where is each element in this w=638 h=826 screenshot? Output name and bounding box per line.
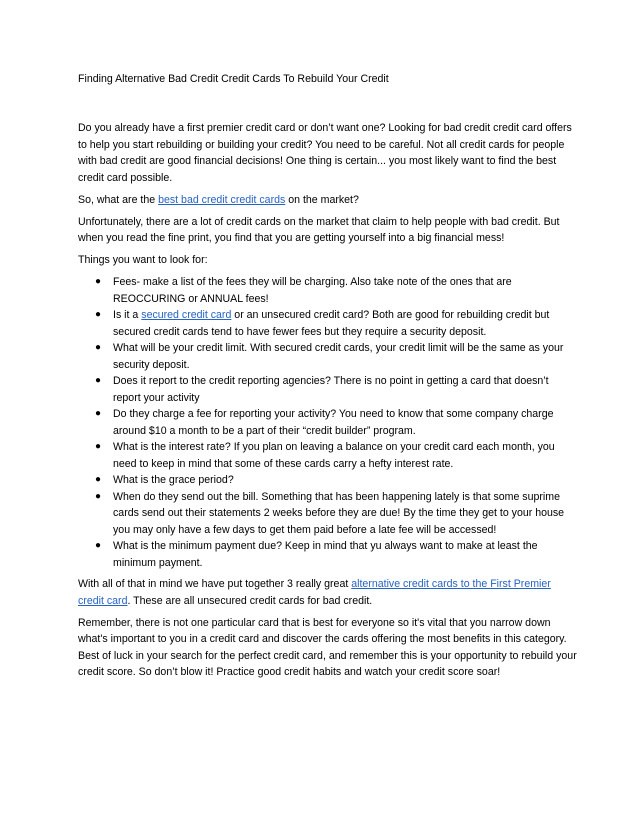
things-heading: Things you want to look for: [78,254,208,266]
list-item-text-after: or an unsecured credit card? Both are good for rebuilding credit but secured credit cards tend to have fewer fees but they require a security deposit. [113,309,550,338]
alternatives-paragraph [78,576,578,609]
list-item [78,472,578,489]
alternatives-text-before: With all of that in mind we have put together 3 really great [78,578,352,590]
list-item-text: Fees- make a list of the fees they will be charging. Also take note of the ones that are REOCCURING or ANNUAL fees! [113,276,512,305]
list-item [78,307,578,340]
bullet-icon: ● [95,474,102,485]
alternatives-text-after: . These are all unsecured credit cards for bad credit. [127,594,373,607]
list-item [78,406,578,439]
list-item-text: Does it report to the credit reporting agencies? There is no point in getting a card that doesn’t report your activity [113,375,549,404]
bullet-icon: ● [95,276,102,287]
secured-credit-card-link[interactable]: secured credit card [141,309,232,321]
bullet-icon: ● [95,441,102,452]
list-item-text: What is the minimum payment due? Keep in mind that yu always want to make at least the minimum payment. [113,540,538,569]
warning-paragraph: Unfortunately, there are a lot of credit cards on the market that claim to help people with bad credit. But when you read the fine print, you find that you are getting yourself into a big financial mess! [78,215,560,244]
document-title: Finding Alternative Bad Credit Credit Cards To Rebuild Your Credit [78,73,389,85]
question-text-before: So, what are the [78,193,159,206]
bullet-icon: ● [95,375,102,386]
list-item-text: What will be your credit limit. With secured credit cards, your credit limit will be the same as your security deposit. [113,342,564,371]
bullet-icon: ● [95,342,102,353]
list-item [78,373,578,406]
question-text-after: on the market? [285,193,359,206]
list-item-text: Do they charge a fee for reporting your activity? You need to know that some company charge around $10 a month to be a part of their “credit builder” program. [113,408,554,437]
list-item [78,489,578,539]
list-item [78,439,578,472]
list-item-text: What is the grace period? [113,474,234,486]
list-item-text: What is the interest rate? If you plan on leaving a balance on your credit card each month, you need to keep in mind that some of these cards carry a hefty interest rate. [113,441,555,470]
bullet-icon: ● [95,490,102,502]
list-item-text: When do they send out the bill. Something that has been happening lately is that some suprime cards send out their statements 2 weeks before they are due! By the time they get to your house you may only have a few days to get them paid before a late fee will be accessed! [113,490,565,536]
list-item-text-before: Is it a [113,309,142,321]
bullet-icon: ● [95,408,102,419]
list-item [78,538,578,571]
alternative-credit-cards-link[interactable]: alternative credit cards to the First Premier credit card [78,578,551,607]
intro-paragraph: Do you already have a first premier credit card or don’t want one? Looking for bad credit credit card offers to help you start rebuilding or building your credit? You need to be careful. Not all credit cards for people with bad credit are good financial decisions! One thing is certain... you most likely want to find the best credit card possible. [78,122,572,184]
closing-paragraph: Remember, there is not one particular card that is best for everyone so it's vital that you narrow down what's important to you in a credit card and discover the cards offering the most benefits in this category. Best of luck in your search for the perfect credit card, and remember this is your opportunity to rebuild your credit score. So don’t blow it! Practice good credit habits and watch your credit score soar! [78,616,577,678]
bullet-icon: ● [95,540,102,551]
list-item [78,340,578,373]
bullet-icon: ● [95,309,102,320]
best-bad-credit-cards-link[interactable]: best bad credit credit cards [158,193,286,206]
question-paragraph [78,192,578,209]
checklist [78,274,578,571]
list-item [78,274,578,307]
